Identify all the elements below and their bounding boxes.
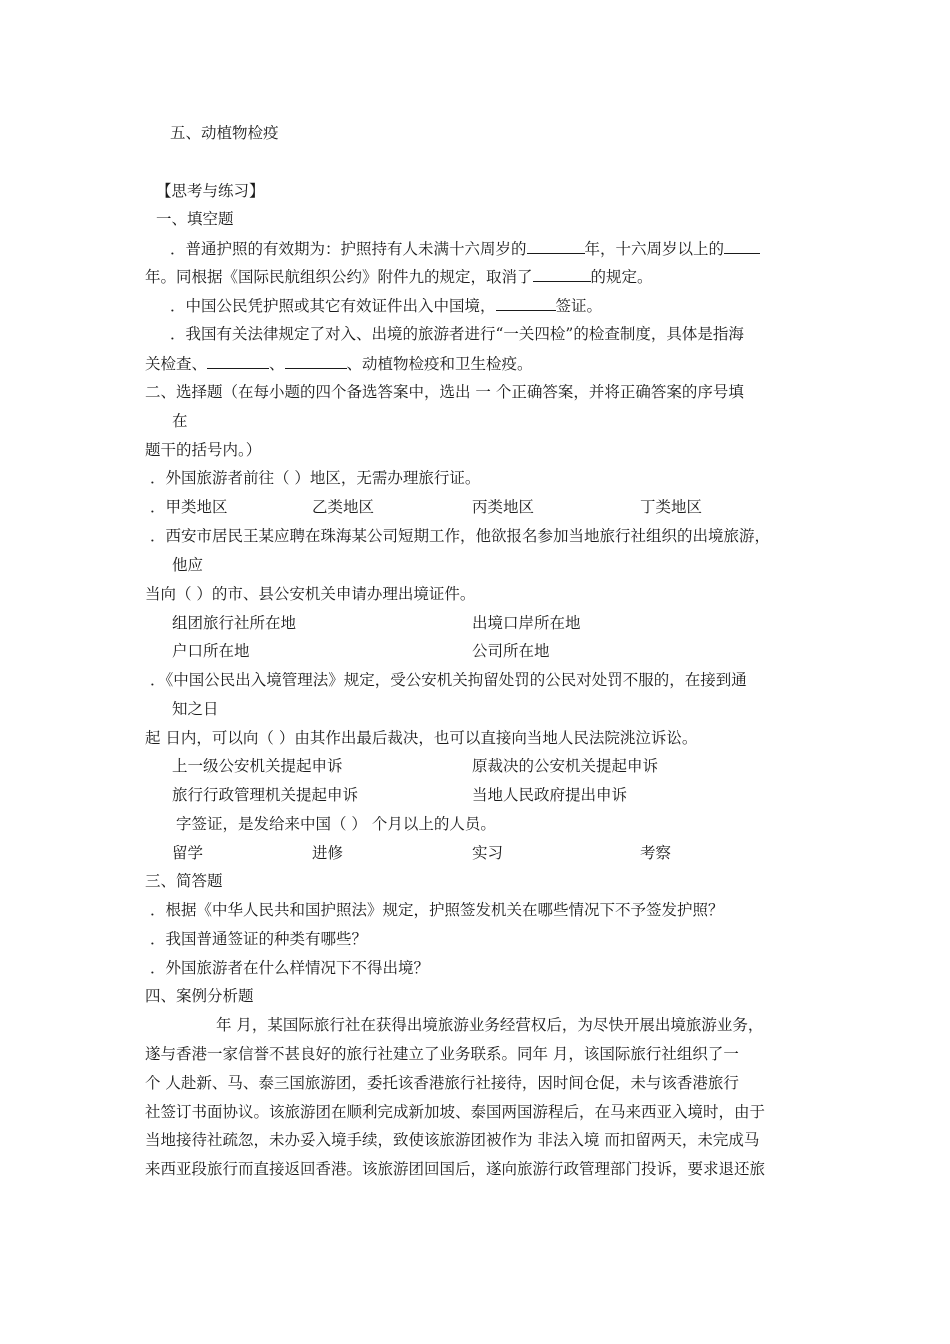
choice-question-3-end: 起 日内，可以向（ ）由其作出最后裁决，也可以直接向当地人民法院洮泣诉讼。 bbox=[145, 729, 698, 747]
fill-heading: 一、填空题 bbox=[156, 210, 234, 228]
short-question-3: ．外国旅游者在什么样情况下不得出境？ bbox=[150, 959, 430, 977]
choice-heading-end: 题干的括号内。） bbox=[145, 441, 262, 459]
choice-option: 考察 bbox=[640, 844, 672, 862]
section-heading: 五、动植物检疫 bbox=[170, 124, 279, 142]
answer-blank bbox=[496, 295, 556, 311]
answer-blank bbox=[285, 353, 347, 369]
fill-question-3-cont: 关检查、 、 、动植物检疫和卫生检疫。 bbox=[145, 355, 533, 373]
choice-heading: 二、选择题（在每小题的四个备选答案中，选出 一 个正确答案，并将正确答案的序号填 bbox=[145, 383, 744, 401]
fill-question-1-cont: 年。同根据《国际民航组织公约》附件九的规定，取消了 的规定。 bbox=[145, 268, 653, 286]
choice-question-1: ．外国旅游者前往（ ）地区，无需办理旅行证。 bbox=[150, 469, 481, 487]
short-question-2: ．我国普通签证的种类有哪些？ bbox=[150, 930, 368, 948]
case-heading: 四、案例分析题 bbox=[145, 987, 254, 1005]
choice-option: 进修 bbox=[312, 844, 344, 862]
choice-option: 丙类地区 bbox=[472, 498, 535, 516]
fill-question-1: ．普通护照的有效期为：护照持有人未满十六周岁的 年，十六周岁以上的 bbox=[170, 238, 760, 259]
choice-question-3: ．《中国公民出入境管理法》规定，受公安机关拘留处罚的公民对处罚不服的，在接到通 bbox=[150, 671, 747, 689]
answer-blank bbox=[207, 353, 269, 369]
case-paragraph-line: 当地接待社疏忽，未办妥入境手续，致使该旅游团被作为 非法入境 而扣留两天，未完成马 bbox=[145, 1131, 760, 1149]
answer-blank bbox=[527, 238, 585, 254]
choice-option: 上一级公安机关提起申诉 bbox=[172, 757, 343, 775]
choice-option: 出境口岸所在地 bbox=[472, 614, 581, 632]
fill-question-2: ．中国公民凭护照或其它有效证件出入中国境， 签证。 bbox=[170, 297, 603, 315]
choice-question-3-cont: 知之日 bbox=[172, 700, 219, 718]
short-heading: 三、简答题 bbox=[145, 872, 223, 890]
short-question-1: ．根据《中华人民共和国护照法》规定，护照签发机关在哪些情况下不予签发护照？ bbox=[150, 901, 724, 919]
choice-option: ．甲类地区 bbox=[150, 498, 228, 516]
choice-option: 实习 bbox=[472, 844, 504, 862]
choice-option: 当地人民政府提出申诉 bbox=[472, 786, 628, 804]
practice-title: 【思考与练习】 bbox=[156, 182, 265, 200]
case-paragraph-line: 个 人赴新、马、泰三国旅游团，委托该香港旅行社接待，因时间仓促，未与该香港旅行 bbox=[145, 1074, 739, 1092]
answer-blank bbox=[533, 266, 591, 282]
case-paragraph-line: 遂与香港一家信誉不甚良好的旅行社建立了业务联系。同年 月，该国际旅行社组织了一 bbox=[145, 1045, 739, 1063]
choice-option: 公司所在地 bbox=[472, 642, 550, 660]
case-paragraph-line: 来西亚段旅行而直接返回香港。该旅游团回国后，遂向旅游行政管理部门投诉，要求退还旅 bbox=[145, 1160, 766, 1178]
choice-option: 组团旅行社所在地 bbox=[172, 614, 297, 632]
choice-option: 丁类地区 bbox=[640, 498, 703, 516]
choice-question-2: ．西安市居民王某应聘在珠海某公司短期工作，他欲报名参加当地旅行社组织的出境旅游， bbox=[150, 527, 771, 545]
choice-question-2-cont: 他应 bbox=[172, 556, 204, 574]
choice-option: 旅行行政管理机关提起申诉 bbox=[172, 786, 359, 804]
fill-question-3: ．我国有关法律规定了对入、出境的旅游者进行“一关四检”的检查制度，具体是指海 bbox=[170, 325, 744, 343]
choice-heading-cont: 在 bbox=[172, 412, 188, 430]
case-paragraph-line: 年 月，某国际旅行社在获得出境旅游业务经营权后，为尽快开展出境旅游业务， bbox=[216, 1016, 764, 1034]
choice-option: 户口所在地 bbox=[172, 642, 250, 660]
choice-option: 乙类地区 bbox=[312, 498, 375, 516]
answer-blank bbox=[724, 238, 760, 254]
choice-option: 原裁决的公安机关提起申诉 bbox=[472, 757, 659, 775]
choice-question-4: 字签证，是发给来中国（ ） 个月以上的人员。 bbox=[176, 815, 496, 833]
case-paragraph-line: 社签订书面协议。该旅游团在顺利完成新加坡、泰国两国游程后，在马来西亚入境时，由于 bbox=[145, 1103, 766, 1121]
choice-question-2-end: 当向（ ）的市、县公安机关申请办理出境证件。 bbox=[145, 585, 476, 603]
choice-option: 留学 bbox=[172, 844, 204, 862]
